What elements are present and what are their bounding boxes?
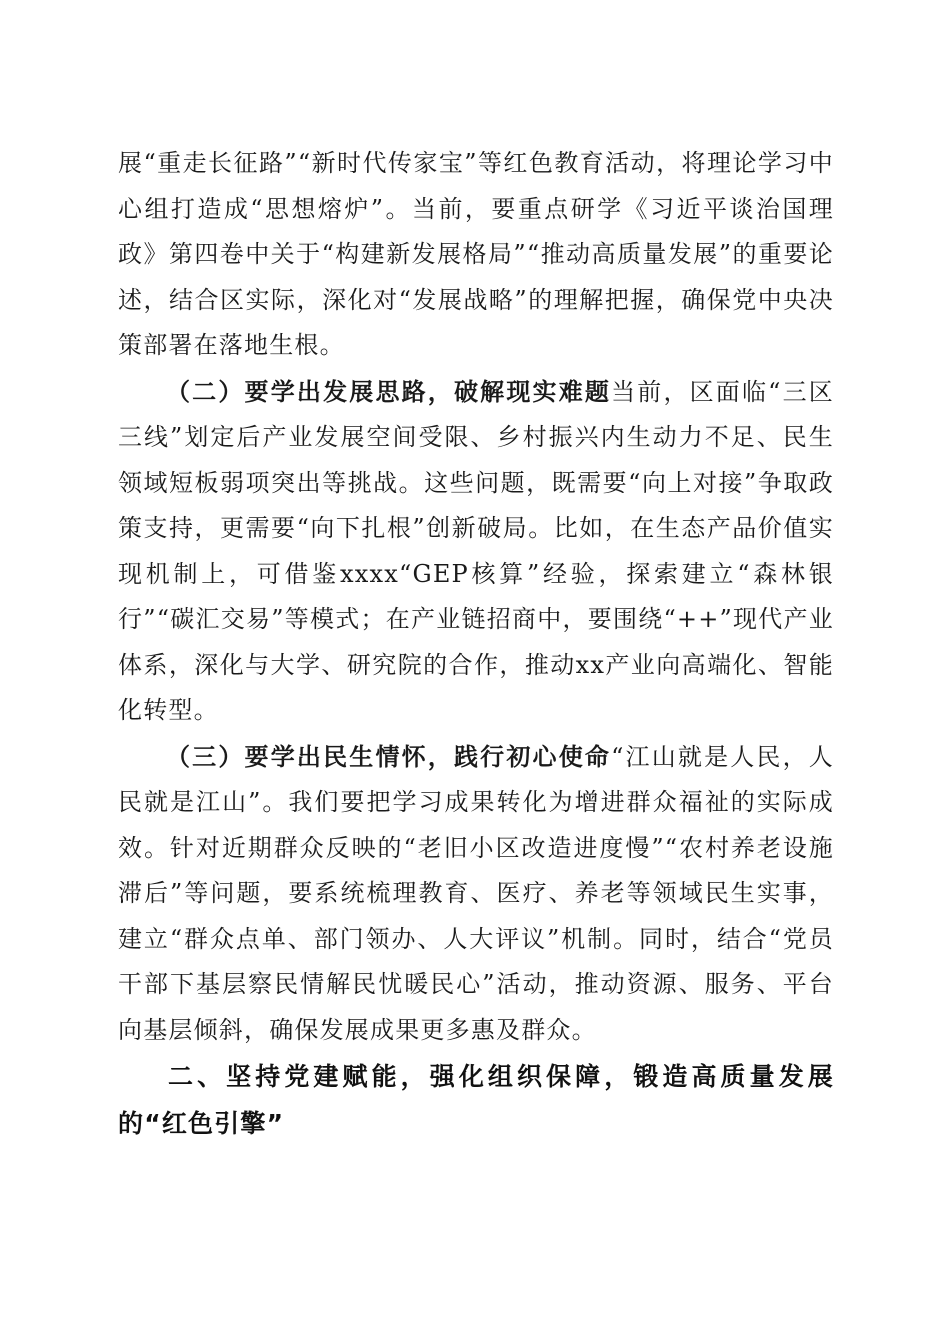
section-3-lead: （三）要学出民生情怀，践行初心使命 — [166, 741, 612, 771]
document-body — [118, 141, 834, 1147]
section-2-body: 当前，区面临“三区三线”划定后产业发展空间受限、乡村振兴内生动力不足、民生领域短板弱项突出等挑战。这些问题，既需要“向上对接”争取政策支持，更需要“向下扎根”创新破局。比如，在生态产品价值实现机制上，可借鉴xxxx“GEP核算”经验，探索建立“森林银行”“碳汇交易”等模式；在产业链招商中，要围绕“++”现代产业体系，深化与大学、研究院的合作，推动xx产业向高端化、智能化转型。 — [118, 377, 834, 724]
paragraph-section-2 — [118, 369, 834, 734]
paragraph-section-3 — [118, 734, 834, 1054]
section-heading-2: 二、坚持党建赋能，强化组织保障，锻造高质量发展的“红色引擎” — [118, 1062, 834, 1138]
paragraph-continuation: 展“重走长征路”“新时代传家宝”等红色教育活动，将理论学习中心组打造成“思想熔炉”。当前，要重点研学《习近平谈治国理政》第四卷中关于“构建新发展格局”“推动高质量发展”的重要论述，结合区实际，深化对“发展战略”的理解把握，确保党中央决策部署在落地生根。 — [118, 149, 834, 359]
section-2-lead: （二）要学出发展思路，破解现实难题 — [166, 376, 612, 406]
section-3-body: “江山就是人民，人民就是江山”。我们要把学习成果转化为增进群众福祉的实际成效。针对近期群众反映的“老旧小区改造进度慢”“农村养老设施滞后”等问题，要系统梳理教育、医疗、养老等领域民生实事，建立“群众点单、部门领办、人大评议”机制。同时，结合“党员干部下基层察民情解民忧暖民心”活动，推动资源、服务、平台向基层倾斜，确保发展成果更多惠及群众。 — [118, 742, 834, 1044]
